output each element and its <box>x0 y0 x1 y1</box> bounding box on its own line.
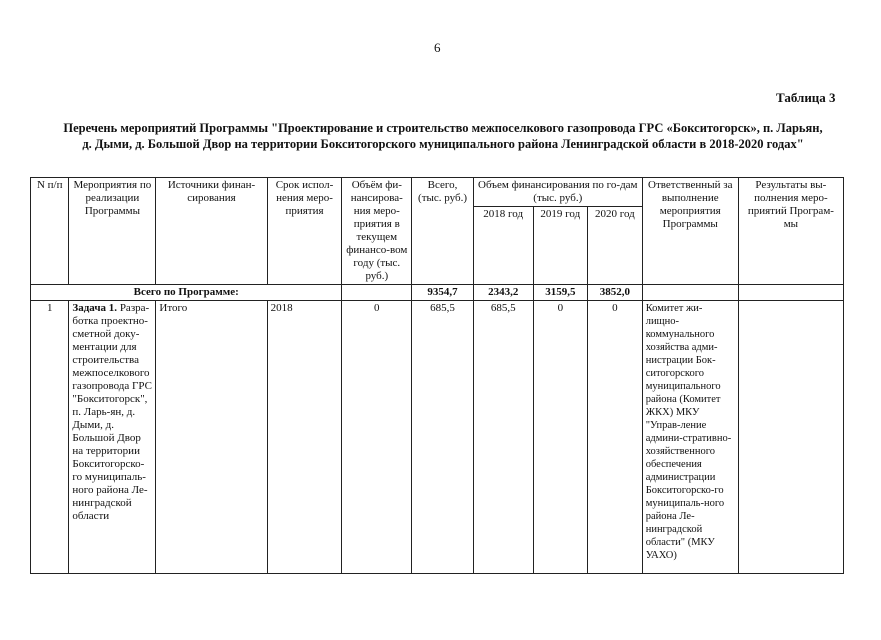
document-title <box>40 120 846 152</box>
table-label: Таблица 3 <box>776 90 836 105</box>
row-2019: 0 <box>533 301 588 574</box>
row-term: 2018 <box>267 301 342 574</box>
header-volume: Объём фи-нансирова-ния меро-приятия в текущем финансо-вом году (тыс. руб.) <box>342 178 412 285</box>
total-sum: 9354,7 <box>412 285 474 301</box>
total-volume <box>342 285 412 301</box>
task-label: Задача 1. <box>72 302 118 314</box>
header-2020: 2020 год <box>588 207 643 285</box>
title-line-1: Перечень мероприятий Программы "Проектирование и строительство межпоселкового газопровода ГРС «Бокситогорск», п. Ларьян, <box>63 121 823 135</box>
row-num: 1 <box>31 301 69 574</box>
row-total: 685,5 <box>412 301 474 574</box>
header-results: Результаты вы-полнения меро-приятий Програм-мы <box>738 178 843 285</box>
header-by-years: Объем финансирования по го-дам (тыс. руб.) <box>473 178 642 207</box>
header-sources: Источники финан-сирования <box>156 178 267 285</box>
row-source: Итого <box>156 301 267 574</box>
total-row <box>31 285 844 301</box>
page-number: 6 <box>434 40 441 55</box>
row-2018: 685,5 <box>473 301 533 574</box>
row-2020: 0 <box>588 301 643 574</box>
header-responsible: Ответственный за выполнение мероприятия Программы <box>642 178 738 285</box>
row-task <box>69 301 156 574</box>
header-row-1 <box>31 178 844 207</box>
header-events: Мероприятия по реализации Программы <box>69 178 156 285</box>
total-2018: 2343,2 <box>473 285 533 301</box>
header-num: N п/п <box>31 178 69 285</box>
header-2018: 2018 год <box>473 207 533 285</box>
header-term: Срок испол-нения меро-приятия <box>267 178 342 285</box>
row-volume: 0 <box>342 301 412 574</box>
total-results <box>738 285 843 301</box>
row-results <box>738 301 843 574</box>
total-2020: 3852,0 <box>588 285 643 301</box>
table-row <box>31 301 844 574</box>
total-responsible <box>642 285 738 301</box>
total-label: Всего по Программе: <box>31 285 342 301</box>
task-text: Разра-ботка проектно-сметной доку-ментации для строительства межпоселкового газопровода ГРС "Бокситогорск", п. Ларь-ян, д. Дыми, д. Большой Двор на территории Бокситогорско-го муниципаль-ного района Ле-нинградской области <box>72 302 152 522</box>
row-responsible: Комитет жи-лищно-коммунального хозяйства адми-нистрации Бок-ситогорского муниципального района (Комитет ЖКХ) МКУ "Управ-ление админи-стративно-хозяйственного обеспечения администрации Бокситогорско-го муниципаль-ного района Ле-нинградской области" (МКУ УАХО) <box>642 301 738 574</box>
total-2019: 3159,5 <box>533 285 588 301</box>
header-2019: 2019 год <box>533 207 588 285</box>
header-total: Всего, (тыс. руб.) <box>412 178 474 285</box>
title-line-2: д. Дыми, д. Большой Двор на территории Бокситогорского муниципального района Ленинградской области в 2018-2020 годах" <box>82 137 804 151</box>
events-table <box>30 177 844 574</box>
